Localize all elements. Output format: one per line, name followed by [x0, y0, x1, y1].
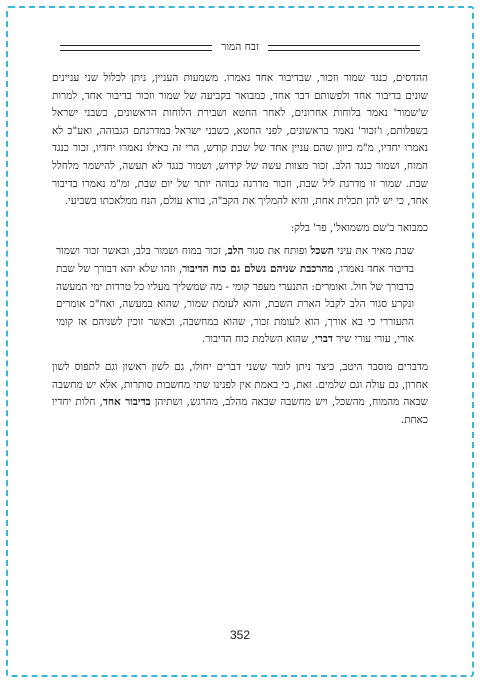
quote-bold: השכל	[310, 245, 334, 258]
quote-text: , זכור במוח ושמור בלב, וכאשר זכור ושמור בדיבור אחד נאמרו,	[56, 245, 414, 275]
quote-bold: מהרכבת שניהם נשלם גם כוח הדיבור	[182, 262, 334, 275]
paragraph-3-bold: בדיבור אחד	[102, 396, 151, 409]
paragraph-3	[52, 359, 428, 429]
quote-bold: דברי	[314, 333, 333, 346]
paragraph-3-text: מדברים מוסבר היטב, כיצד ניתן לומר ששני דברים יחולו, גם לשון ראשון וגם לתפוס לשון אחרון, גם עולה וגם שלמים. זאת, כי באמת אין לפנינו שתי מחשבות סותרות, אלא יש מחשבה שבאה מהמוח, מהשכל, ויש מחשבה שבאה מהלב, מהרגש, ושתיהן	[52, 360, 428, 409]
running-header	[60, 38, 420, 62]
citation: כמבואר ב'שם משמואל', פר' בלק:	[290, 221, 428, 234]
header-title: זבח המור	[221, 41, 259, 53]
quote-text: , שהוא השלמת כוח הדיבור.	[201, 333, 315, 346]
block-quote	[56, 243, 414, 349]
quote-text: שבת מאיר את עיני	[333, 245, 414, 258]
quote-bold: הלב	[227, 245, 244, 258]
page-number: 352	[229, 628, 251, 642]
body-text	[52, 70, 428, 429]
paragraph-1: ההדסים, כנגד שמור וזכור, שבדיבור אחד נאמרו. משמעות העניין, ניתן לכלול שני עניינים שונים בדיבור אחד ולפשותם דבר אחד, כמבואר בקביעה של שמור וזכור בדיבור אחד, למרות ש'שמור' נאמר בלוחות אחרונים, לאחר החטא ושבירת הלוחות הראשונים, כשבני ישראל בשפלותם, ו'זכור' נאמר בראשונים, לפני החטא, כשבני ישראל במדרגתם הגבוהה, ואע"כ לא נאמרו יחדיו, מ"מ כיוון שהם עניין אחד של שבת קודש, הרי זה כאילו נאמרו יחדיו, זכור כנגד המוח, ושמור כנגד הלב. זכור מצוות עשה של קידוש, ושמור כנגד לא תעשה, להישמר מלחלל שבת. שמור זו מדרגת ליל שבת, וזכור מדרגה גבוהה יותר של יום שבת, ומ"מ נאמרו בדיבור אחד, כי יש להן תכלית אחת, והיא להמליך את הקב"ה, בורא עולם, הנח ממלאכתו בשביעי.	[52, 72, 428, 208]
quote-text: , וזהו שלא יהא דבורך של שבת כדבורך של חול. ואומרים: התנערי מעפר קומי - מה שמשליך מעליו כל טרדות ימי המעשה ונקרע סגור הלב לקבל הארת השבת, והוא לעומת שמור, שהוא במעשה, ואח"כ אומרים התעוררי כי בא אורך, הוא לעומת זכור, שהוא במחשבה, וכאשר זוכין לשניהם אז קומי אורי, עורי עורי שיר	[56, 262, 414, 346]
header-rule-right	[268, 45, 420, 51]
quote-text: ופותח את סגור	[243, 245, 311, 258]
paragraph-3-tail: , חלות יחדיו כאחת.	[52, 396, 428, 426]
